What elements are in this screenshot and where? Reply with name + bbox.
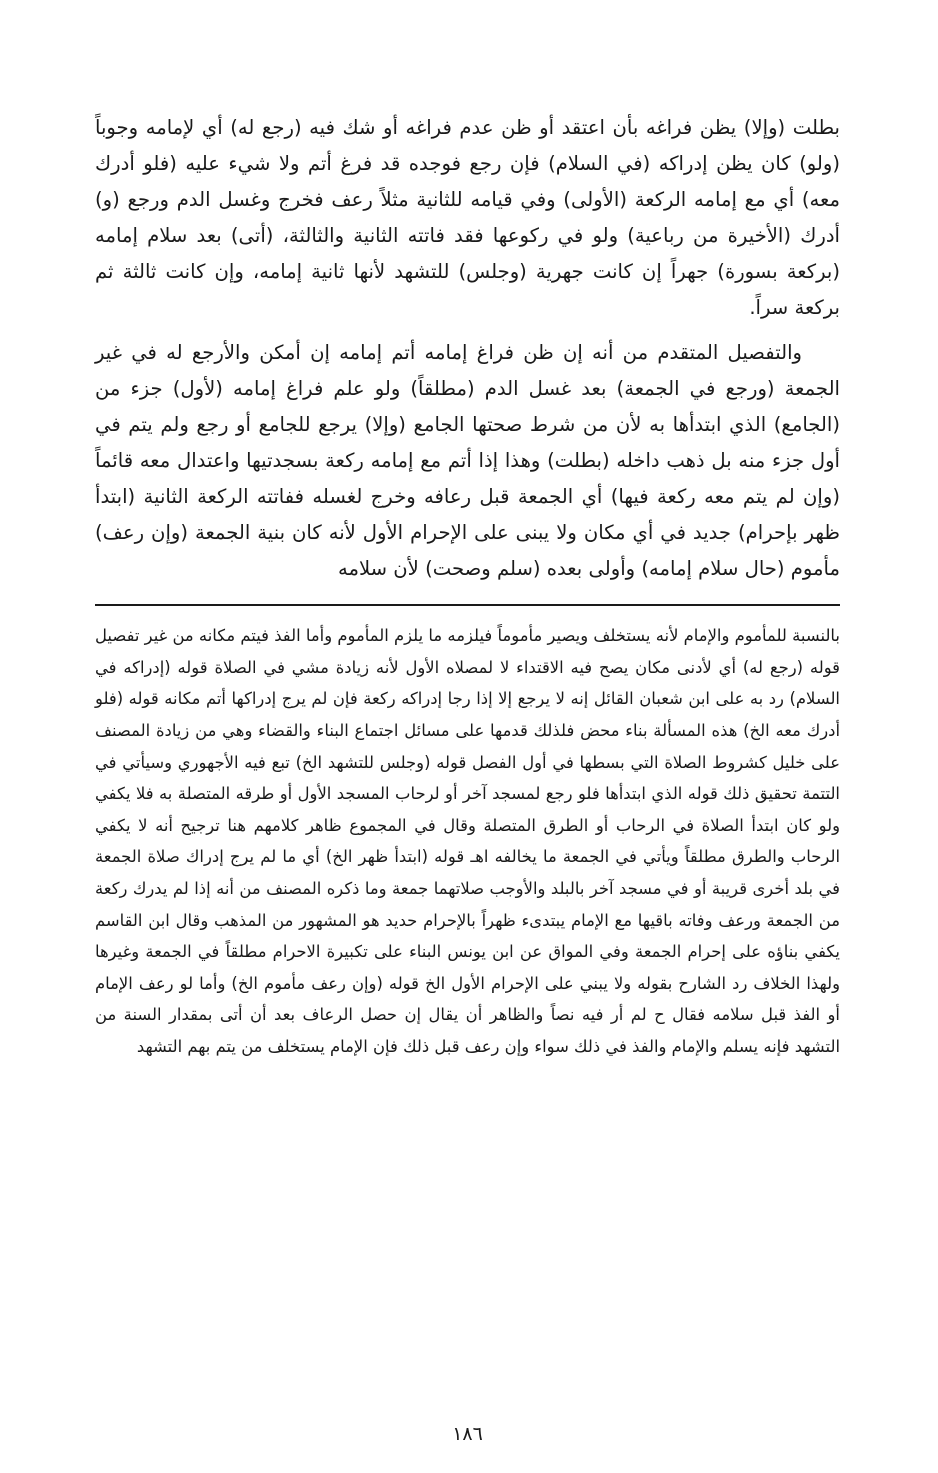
- main-paragraph-2: والتفصيل المتقدم من أنه إن ظن فراغ إمامه أتم إمامه إن أمكن والأرجع له في غير الجمعة (ورجع في الجمعة) بعد غسل الدم (مطلقاً) ولو علم فراغ إمامه (لأول) جزء من (الجامع) الذي ابتدأها به لأن من شرط صحتها الجامع (وإلا) يرجع للجامع أو رجع ولم يتم في أول جزء منه بل ذهب داخله (بطلت) وهذا إذا أتم مع إمامه ركعة بسجدتيها واعتدال معه قائماً (وإن لم يتم معه ركعة فيها) أي الجمعة قبل رعافه وخرج لغسله ففاتته الركعة الثانية (ابتدأ ظهر بإحرام) جديد في أي مكان ولا يبنى على الإحرام الأول لأنه كان بنية الجمعة (وإن رعف) مأموم (حال سلام إمامه) وأولى بعده (سلم وصحت) لأن سلامه: [95, 340, 840, 581]
- footnote: [95, 620, 840, 1062]
- book-page: [95, 110, 840, 1445]
- main-paragraph-1: بطلت (وإلا) يظن فراغه بأن اعتقد أو ظن عدم فراغه أو شك فيه (رجع له) أي لإمامه وجوباً (ولو) كان يظن إدراكه (في السلام) فإن رجع فوجده قد فرغ أتم ولا شيء عليه (فلو أدرك معه) أي مع إمامه الركعة (الأولى) وفي قيامه للثانية مثلاً رعف فخرج وغسل الدم ورجع (و) أدرك (الأخيرة من رباعية) ولو في ركوعها فقد فاتته الثانية والثالثة، (أتى) بعد سلام إمامه (بركعة بسورة) جهراً إن كانت جهرية (وجلس) للتشهد لأنها ثانية إمامه، وإن كانت ثالثة ثم بركعة سراً.: [95, 116, 840, 320]
- page-number: ١٨٦: [452, 1423, 483, 1445]
- main-text: [95, 110, 840, 587]
- footnote-separator: [95, 604, 840, 606]
- footnote-text: بالنسبة للمأموم والإمام لأنه يستخلف ويصير مأموماً فيلزمه ما يلزم المأموم وأما الفذ فيتم مكانه من غير تفصيل قوله (رجع له) أي لأدنى مكان يصح فيه الاقتداء لا لمصلاه الأول لأنه زيادة مشي في الصلاة قوله (إدراكه في السلام) رد به على ابن شعبان القائل إنه لا يرجع إلا إذا رجا إدراكه ركعة فإن لم يرج إدراكها أتم مكانه قوله (فلو أدرك معه الخ) هذه المسألة بناء محض فلذلك قدمها على مسائل اجتماع البناء والقضاء وهي من زيادة المصنف على خليل كشروط الصلاة التي بسطها في أول الفصل قوله (وجلس للتشهد الخ) تبع فيه الأجهوري وسيأتي في التتمة تحقيق ذلك قوله الذي ابتدأها فلو رجع لمسجد آخر أو لرحاب المسجد الأول أو طرقه المتصلة به فلا يكفي ولو كان ابتدأ الصلاة في الرحاب أو الطرق المتصلة وقال في المجموع ظاهر كلامهم هنا ترجيح أنه لا يكفي الرحاب والطرق مطلقاً ويأتي في الجمعة ما يخالفه اهـ قوله (ابتدأ ظهر الخ) أي ما لم يرج إدراك صلاة الجمعة في بلد أخرى قريبة أو في مسجد آخر بالبلد والأوجب صلاتهما جمعة وما ذكره المصنف من أنه إذا لم يدرك ركعة من الجمعة ورعف وفاته باقيها مع الإمام يبتدىء ظهراً بالإحرام حديد هو المشهور من المذهب وقال ابن القاسم يكفي بناؤه على إحرام الجمعة وفي المواق عن ابن يونس البناء على تكبيرة الاحرام مطلقاً في الجمعة وغيرها ولهذا الخلاف رد الشارح بقوله ولا يبني على الإحرام الأول الخ قوله (وإن رعف مأموم الخ) وأما لو رعف الإمام أو الفذ قبل سلامه فقال ح لم أر فيه نصاً والظاهر أن يقال إن حصل الرعاف بعد أن أتى بمقدار السنة من التشهد فإنه يسلم والإمام والفذ في ذلك سواء وإن رعف قبل ذلك فإن الإمام يستخلف من يتم بهم التشهد: [95, 626, 840, 1056]
